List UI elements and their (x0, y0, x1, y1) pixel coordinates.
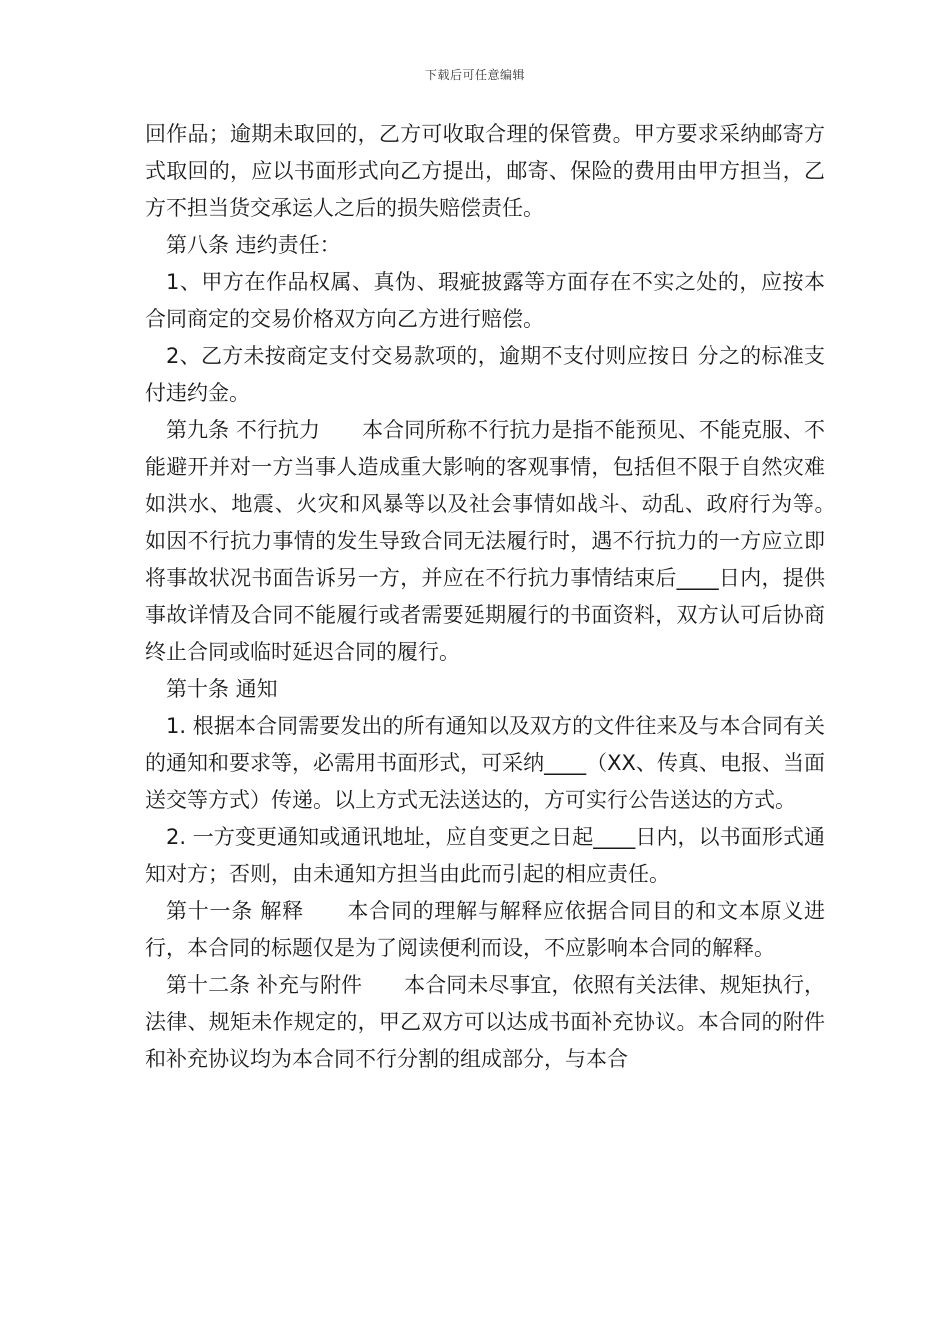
article-11-interpretation: 第十一条 解释 本合同的理解与解释应依据合同目的和文本原义进行，本合同的标题仅是为了阅读便利而设，不应影响本合同的解释。 (145, 899, 825, 960)
article-12-supplement: 第十二条 补充与附件 本合同未尽事宜，依照有关法律、规矩执行，法律、规矩未作规定的，甲乙双方可以达成书面补充协议。本合同的附件和补充协议均为本合同不行分割的组成部分，与本合 (145, 973, 825, 1071)
article-9-force-majeure: 第九条 不行抗力 本合同所称不行抗力是指不能预见、不能克服、不能避开并对一方当事人造成重大影响的客观事情，包括但不限于自然灾难如洪水、地震、火灾和风暴等以及社会事情如战斗、动乱、政府行为等。 如因不行抗力事情的发生导致合同无法履行时，遇不行抗力的一方应立即将事故状况书面告诉另一方，并应在不行抗力事情结束后____日内，提供事故详情及合同不能履行或者需要延期履行的书面资料，双方认可后协商终止合同或临时延迟合同的履行。 (145, 418, 867, 664)
article-10-clause-2: 2. 一方变更通知或通讯地址，应自变更之日起____日内，以书面形式通知对方；否则，由未通知方担当由此而引起的相应责任。 (145, 825, 825, 886)
paragraph-storage-return: 回作品；逾期未取回的，乙方可收取合理的保管费。甲方要求采纳邮寄方式取回的，应以书面形式向乙方提出，邮寄、保险的费用由甲方担当，乙方不担当货交承运人之后的损失赔偿责任。 (145, 122, 825, 220)
document-body (145, 116, 867, 1078)
article-8-clause-1: 1、甲方在作品权属、真伪、瑕疵披露等方面存在不实之处的，应按本合同商定的交易价格双方向乙方进行赔偿。 (145, 270, 825, 331)
article-8-heading: 第八条 违约责任： (166, 233, 341, 257)
article-10-heading: 第十条 通知 (166, 677, 278, 701)
article-8-clause-2: 2、乙方未按商定支付交易款项的，逾期不支付则应按日 分之的标准支付违约金。 (145, 344, 825, 405)
header-note: 下载后可任意编辑 (424, 68, 525, 82)
article-10-clause-1: 1. 根据本合同需要发出的所有通知以及双方的文件往来及与本合同有关的通知和要求等，必需用书面形式，可采纳____（XX、传真、电报、当面送交等方式）传递。以上方式无法送达的，方可实行公告送达的方式。 (145, 714, 825, 812)
